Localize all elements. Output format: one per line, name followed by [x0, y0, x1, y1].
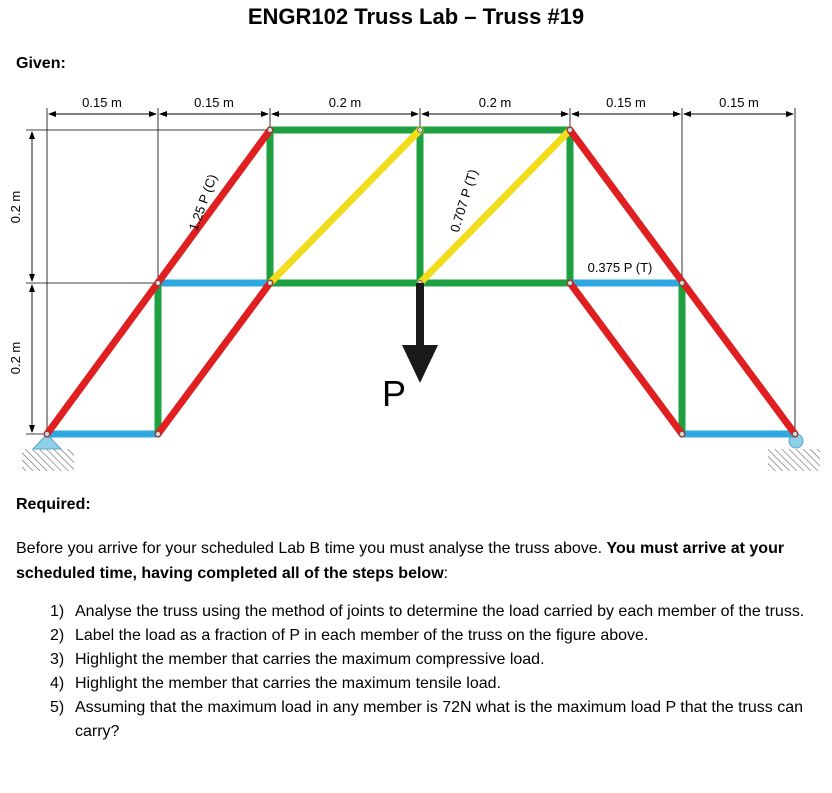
step-text: Assuming that the maximum load in any member is 72N what is the maximum load P that the truss can carry? — [75, 699, 804, 740]
ground-hatch-left — [22, 449, 74, 471]
step-text: Label the load as a fraction of P in each member of the truss on the figure above. — [75, 627, 649, 644]
step-item — [50, 600, 820, 624]
dim-label-height-upper: 0.2 m — [8, 190, 23, 224]
step-text: Highlight the member that carries the maximum tensile load. — [75, 675, 501, 692]
step-number: 1) — [50, 603, 65, 620]
step-item — [50, 672, 820, 696]
page-title: ENGR102 Truss Lab – Truss #19 — [247, 4, 585, 29]
load-label: P — [381, 373, 407, 414]
member-inner-right — [570, 283, 682, 434]
steps-list — [50, 600, 820, 744]
member-label-mid-right: 0.375 P (T) — [587, 260, 653, 275]
member-inner-left — [158, 283, 270, 434]
instructions-paragraph — [16, 536, 822, 586]
load-arrow — [402, 283, 438, 383]
step-text: Highlight the member that carries the maximum compressive load. — [75, 651, 545, 668]
intro-text: Before you arrive for your scheduled Lab B time you must analyse the truss above. — [16, 540, 607, 557]
step-number: 4) — [50, 675, 65, 692]
required-heading: Required: — [16, 496, 91, 513]
dim-label-6: 0.15 m — [719, 95, 759, 110]
member-label-diagonal-right: 0.707 P (T) — [447, 167, 481, 234]
dim-label-4: 0.2 m — [478, 95, 512, 110]
intro-end: : — [443, 565, 449, 582]
intro-bold-text: You must arrive at your scheduled time, having completed all of the steps below — [16, 540, 785, 582]
step-number: 3) — [50, 651, 65, 668]
member-diagonal-left — [270, 130, 420, 283]
step-number: 2) — [50, 627, 65, 644]
dim-label-2: 0.15 m — [194, 95, 234, 110]
dim-label-height-lower: 0.2 m — [8, 341, 23, 375]
dim-label-1: 0.15 m — [82, 95, 122, 110]
dim-label-3: 0.2 m — [328, 95, 362, 110]
step-item — [50, 624, 820, 648]
step-number: 5) — [50, 699, 65, 716]
step-text: Analyse the truss using the method of joints to determine the load carried by each member of the truss. — [75, 603, 805, 620]
member-label-outer-left: 1.25 P (C) — [185, 172, 220, 233]
dim-label-5: 0.15 m — [606, 95, 646, 110]
step-item — [50, 696, 820, 744]
step-item — [50, 648, 820, 672]
given-heading: Given: — [16, 55, 66, 72]
member-diagonal-right — [420, 130, 570, 283]
ground-hatch-right — [768, 449, 820, 471]
